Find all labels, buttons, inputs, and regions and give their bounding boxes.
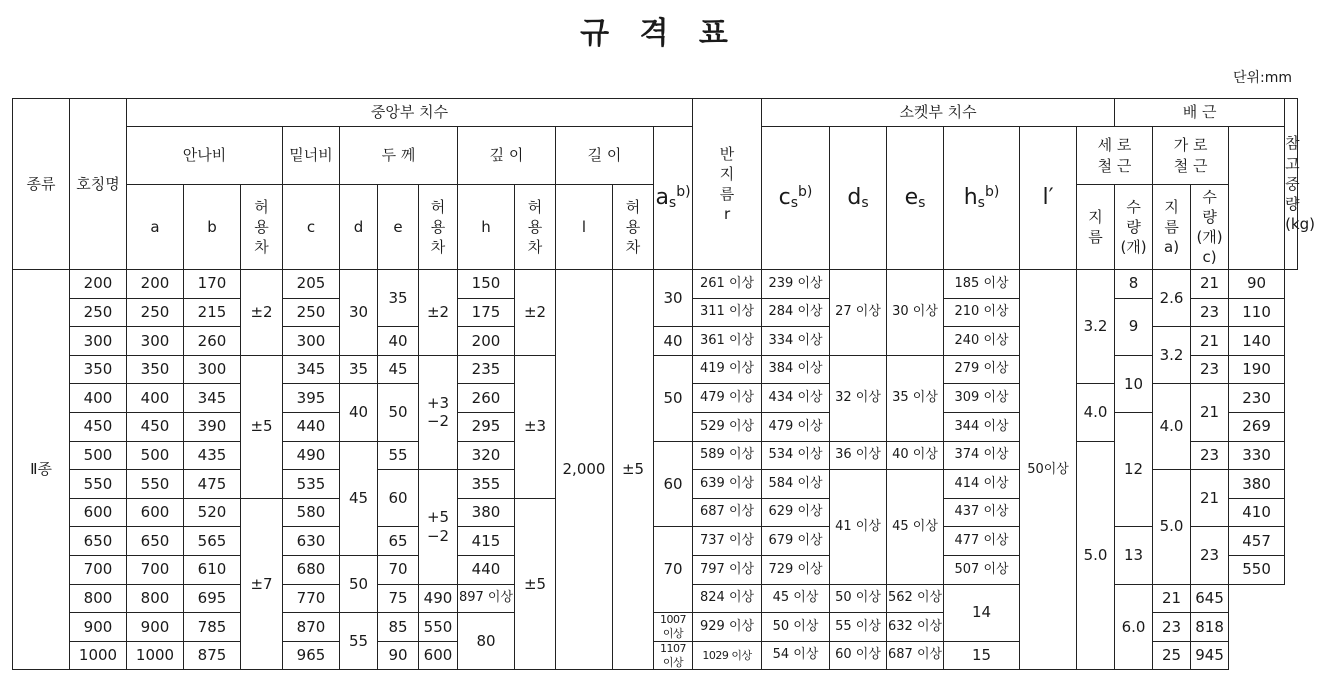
header-h: h [458,185,515,270]
cell-as: 479 이상 [693,384,762,413]
cell-b: 390 [184,412,241,441]
cell-e: 60 [378,470,419,527]
unit-label: 단위:mm [1232,70,1292,86]
cell-cs: 384 이상 [762,355,830,384]
cell-a: 350 [127,355,184,384]
cell-long-diam: 5.0 [1077,441,1115,670]
header-trans-qty: 수 량 (개) c) [1191,185,1229,270]
cell-c: 770 [283,584,340,613]
cell-c: 300 [283,327,340,356]
cell-hs: 240 이상 [944,327,1020,356]
cell-nominal: 350 [70,355,127,384]
header-tol-h: 허 용 차 [515,185,556,270]
cell-c: 345 [283,355,340,384]
cell-d: 35 [340,355,378,384]
cell-c: 440 [283,412,340,441]
cell-cs: 729 이상 [762,555,830,584]
cell-a: 1000 [127,641,184,670]
cell-e: 35 [378,270,419,327]
cell-as: 1007 이상 [654,613,693,642]
cell-as: 897 이상 [458,584,515,613]
cell-nominal: 800 [70,584,127,613]
cell-hs: 374 이상 [944,441,1020,470]
header-nominal: 호칭명 [70,99,127,270]
header-l: l [556,185,613,270]
cell-e: 45 [378,355,419,384]
cell-hs: 562 이상 [887,584,944,613]
cell-hs: 210 이상 [944,298,1020,327]
cell-tol-h: ±5 [515,498,556,670]
cell-nominal: 1000 [70,641,127,670]
header-inner-width: 안나비 [127,127,283,185]
cell-tol-ab: ±5 [241,355,283,498]
header-long-qty: 수 량 (개) [1115,185,1153,270]
cell-nominal: 200 [70,270,127,299]
cell-weight: 269 [1229,412,1285,441]
cell-long-diam: 3.2 [1077,270,1115,384]
cell-a: 500 [127,441,184,470]
cell-hs: 344 이상 [944,412,1020,441]
cell-long-qty: 12 [1115,412,1153,526]
header-cs: $c_s^{b)}$ [762,127,830,270]
cell-cs: 929 이상 [693,613,762,642]
cell-tol-l: ±5 [613,270,654,670]
header-length: 길 이 [556,127,654,185]
cell-nominal: 600 [70,498,127,527]
header-bottom-width: 밑너비 [283,127,340,185]
cell-weight: 645 [1191,584,1229,613]
cell-e: 75 [378,584,419,613]
cell-r: 60 [654,441,693,527]
cell-a: 600 [127,498,184,527]
cell-long-qty: 8 [1115,270,1153,299]
cell-h: 415 [458,527,515,556]
cell-nominal: 500 [70,441,127,470]
cell-weight: 90 [1229,270,1285,299]
cell-long-qty: 13 [1115,527,1153,584]
cell-tol-h: ±3 [515,355,556,498]
cell-b: 610 [184,555,241,584]
cell-trans-diam: 4.0 [1153,384,1191,470]
cell-h: 260 [458,384,515,413]
cell-nominal: 450 [70,412,127,441]
cell-a: 250 [127,298,184,327]
cell-r: 40 [654,327,693,356]
cell-b: 215 [184,298,241,327]
cell-es: 45 이상 [887,470,944,584]
header-as: $a_s^{b)}$ [654,127,693,270]
cell-h: 320 [458,441,515,470]
cell-e: 90 [378,641,419,670]
cell-trans-qty: 21 [1191,470,1229,527]
header-rebar: 배 근 [1115,99,1285,127]
cell-a: 300 [127,327,184,356]
header-row-1 [13,99,1298,127]
cell-cs: 284 이상 [762,298,830,327]
cell-c: 630 [283,527,340,556]
cell-ds: 27 이상 [830,270,887,356]
header-ds: $d_s$ [830,127,887,270]
cell-trans-qty: 23 [1191,355,1229,384]
cell-c: 580 [283,498,340,527]
cell-b: 565 [184,527,241,556]
cell-cs: 679 이상 [762,527,830,556]
cell-b: 300 [184,355,241,384]
cell-tol-de: +3 −2 [419,355,458,469]
cell-trans-diam: 3.2 [1153,327,1191,384]
cell-c: 490 [283,441,340,470]
cell-h: 490 [419,584,458,613]
cell-hs: 507 이상 [944,555,1020,584]
cell-ds: 45 이상 [762,584,830,613]
cell-trans-qty: 23 [1191,298,1229,327]
cell-long-qty: 9 [1115,298,1153,355]
cell-e: 50 [378,384,419,441]
cell-b: 520 [184,498,241,527]
header-type: 종류 [13,99,70,270]
cell-ds: 32 이상 [830,355,887,441]
cell-weight: 380 [1229,470,1285,499]
cell-as: 529 이상 [693,412,762,441]
cell-long-qty: 10 [1115,355,1153,412]
cell-b: 260 [184,327,241,356]
cell-weight: 230 [1229,384,1285,413]
cell-weight: 818 [1191,613,1229,642]
cell-weight: 190 [1229,355,1285,384]
cell-trans-qty: 21 [1191,327,1229,356]
cell-tol-ab: ±2 [241,270,283,356]
cell-es: 55 이상 [830,613,887,642]
cell-as: 589 이상 [693,441,762,470]
cell-es: 40 이상 [887,441,944,470]
cell-as: 311 이상 [693,298,762,327]
header-thickness: 두 께 [340,127,458,185]
cell-hs: 185 이상 [944,270,1020,299]
header-d: d [340,185,378,270]
cell-b: 475 [184,470,241,499]
cell-tol-de: +5 −2 [419,470,458,584]
cell-trans-qty: 25 [1153,641,1191,670]
cell-h: 175 [458,298,515,327]
cell-weight: 140 [1229,327,1285,356]
cell-ds: 41 이상 [830,470,887,584]
cell-as: 1107 이상 [654,641,693,670]
table-row [13,441,1298,470]
cell-c: 965 [283,641,340,670]
cell-a: 800 [127,584,184,613]
cell-nominal: 300 [70,327,127,356]
cell-a: 200 [127,270,184,299]
cell-a: 650 [127,527,184,556]
cell-a: 550 [127,470,184,499]
header-tol-l: 허 용 차 [613,185,654,270]
cell-h: 295 [458,412,515,441]
cell-cs: 1029 이상 [693,641,762,670]
header-b: b [184,185,241,270]
header-long-rebar: 세 로 철 근 [1077,127,1153,185]
cell-d: 40 [340,384,378,441]
cell-h: 600 [419,641,458,670]
header-tol-de: 허 용 차 [419,185,458,270]
cell-es: 50 이상 [830,584,887,613]
cell-nominal: 650 [70,527,127,556]
cell-c: 205 [283,270,340,299]
cell-hs: 437 이상 [944,498,1020,527]
cell-trans-diam: 5.0 [1153,470,1191,584]
table-row [13,270,1298,299]
cell-cs: 584 이상 [762,470,830,499]
cell-ds: 36 이상 [830,441,887,470]
cell-h: 355 [458,470,515,499]
cell-long-qty: 15 [944,641,1020,670]
header-lprime: l′ [1020,127,1077,270]
cell-tol-ab: ±7 [241,498,283,670]
cell-b: 875 [184,641,241,670]
cell-lprime: 50이상 [1020,270,1077,670]
cell-nominal: 900 [70,613,127,642]
header-trans-diam: 지 름 a) [1153,185,1191,270]
spec-table [12,98,1315,670]
cell-d: 45 [340,441,378,555]
cell-as: 261 이상 [693,270,762,299]
page-title: 규 격 표 [580,16,738,51]
cell-weight: 410 [1229,498,1285,527]
cell-trans-qty: 23 [1153,613,1191,642]
cell-hs: 632 이상 [887,613,944,642]
cell-h: 550 [419,613,458,642]
cell-nominal: 250 [70,298,127,327]
cell-trans-qty: 21 [1191,384,1229,441]
cell-b: 435 [184,441,241,470]
cell-tol-de: ±2 [419,270,458,356]
type-cell: Ⅱ종 [13,270,70,670]
cell-a: 700 [127,555,184,584]
cell-as: 639 이상 [693,470,762,499]
cell-r: 80 [458,613,515,670]
cell-c: 535 [283,470,340,499]
cell-es: 35 이상 [887,355,944,441]
cell-hs: 309 이상 [944,384,1020,413]
cell-tol-h: ±2 [515,270,556,356]
cell-trans-diam: 2.6 [1153,270,1191,327]
cell-d: 50 [340,555,378,612]
cell-e: 85 [378,613,419,642]
cell-h: 235 [458,355,515,384]
cell-a: 900 [127,613,184,642]
header-long-diam: 지 름 [1077,185,1115,270]
cell-es: 60 이상 [830,641,887,670]
cell-trans-qty: 23 [1191,441,1229,470]
cell-trans-qty: 21 [1153,584,1191,613]
cell-e: 65 [378,527,419,556]
cell-d: 30 [340,270,378,356]
cell-c: 680 [283,555,340,584]
cell-h: 380 [458,498,515,527]
cell-weight: 330 [1229,441,1285,470]
cell-b: 170 [184,270,241,299]
cell-trans-qty: 21 [1191,270,1229,299]
cell-weight: 945 [1191,641,1229,670]
cell-length: 2,000 [556,270,613,670]
cell-nominal: 550 [70,470,127,499]
cell-cs: 479 이상 [762,412,830,441]
header-depth: 깊 이 [458,127,556,185]
cell-hs: 414 이상 [944,470,1020,499]
header-es: $e_s$ [887,127,944,270]
cell-h: 150 [458,270,515,299]
cell-b: 345 [184,384,241,413]
header-radius: 반 지 름 r [693,99,762,270]
header-a: a [127,185,184,270]
cell-hs: 477 이상 [944,527,1020,556]
cell-weight: 550 [1229,555,1285,584]
cell-e: 40 [378,327,419,356]
cell-as: 419 이상 [693,355,762,384]
header-hs: $h_s^{b)}$ [944,127,1020,270]
header-socket-dims: 소켓부 치수 [762,99,1115,127]
cell-e: 55 [378,441,419,470]
cell-cs: 434 이상 [762,384,830,413]
cell-ds: 54 이상 [762,641,830,670]
cell-as: 361 이상 [693,327,762,356]
header-c: c [283,185,340,270]
cell-r: 70 [654,527,693,613]
cell-as: 797 이상 [693,555,762,584]
header-tol-ab: 허 용 차 [241,185,283,270]
cell-trans-qty: 23 [1191,527,1229,584]
cell-c: 250 [283,298,340,327]
cell-b: 785 [184,613,241,642]
cell-weight: 457 [1229,527,1285,556]
cell-r: 30 [654,270,693,327]
cell-es: 30 이상 [887,270,944,356]
header-e: e [378,185,419,270]
cell-cs: 239 이상 [762,270,830,299]
cell-c: 395 [283,384,340,413]
cell-trans-diam: 6.0 [1115,584,1153,670]
cell-cs: 534 이상 [762,441,830,470]
cell-as: 737 이상 [693,527,762,556]
cell-hs: 687 이상 [887,641,944,670]
cell-weight: 110 [1229,298,1285,327]
cell-c: 870 [283,613,340,642]
cell-r: 50 [654,355,693,441]
cell-e: 70 [378,555,419,584]
cell-cs: 334 이상 [762,327,830,356]
cell-ds: 50 이상 [762,613,830,642]
cell-nominal: 700 [70,555,127,584]
cell-as: 687 이상 [693,498,762,527]
header-ref-weight: 참고 중량 (kg) [1285,99,1298,270]
cell-long-qty: 14 [944,584,1020,641]
cell-a: 400 [127,384,184,413]
cell-b: 695 [184,584,241,613]
cell-h: 440 [458,555,515,584]
header-trans-rebar: 가 로 철 근 [1153,127,1229,185]
cell-cs: 824 이상 [693,584,762,613]
header-row-2 [13,127,1298,185]
cell-cs: 629 이상 [762,498,830,527]
header-center-dims: 중앙부 치수 [127,99,693,127]
cell-hs: 279 이상 [944,355,1020,384]
cell-d: 55 [340,613,378,670]
cell-nominal: 400 [70,384,127,413]
cell-h: 200 [458,327,515,356]
cell-long-diam: 4.0 [1077,384,1115,441]
cell-a: 450 [127,412,184,441]
